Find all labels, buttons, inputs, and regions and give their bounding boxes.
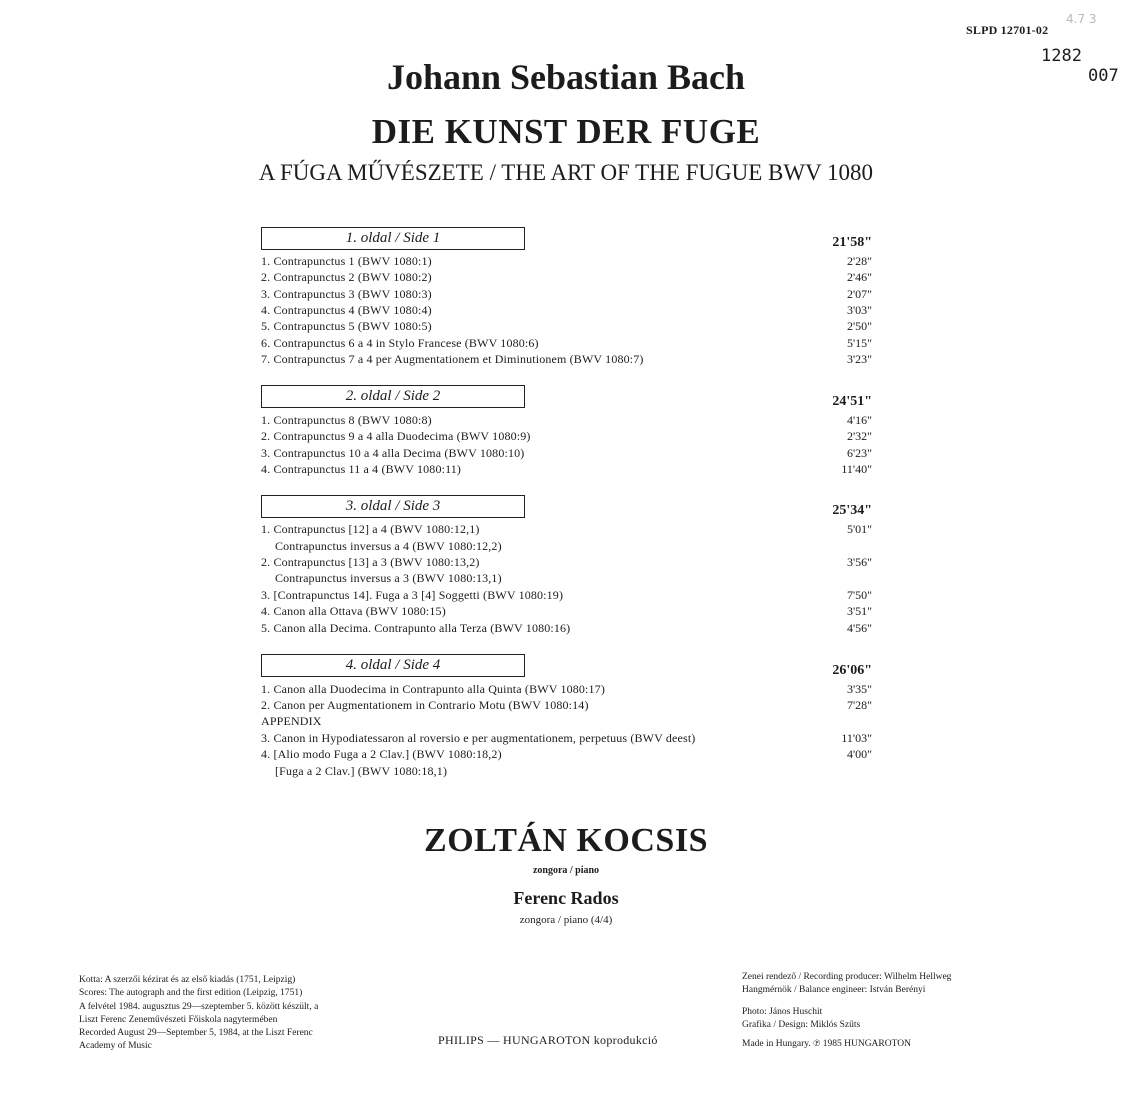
track-title: 3. Canon in Hypodiatessaron al roversio e per augmentationem, perpetuus (BWV deest): [261, 731, 696, 745]
catalog-number: SLPD 12701-02: [966, 23, 1049, 37]
track-duration: 6'23": [846, 446, 872, 460]
track-title: 3. Contrapunctus 3 (BWV 1080:3): [261, 287, 432, 301]
side-1-label: 1. oldal / Side 1: [261, 227, 525, 250]
track-duration: 2'07": [846, 287, 872, 301]
track-title: 4. Canon alla Ottava (BWV 1080:15): [261, 604, 446, 618]
appendix-heading: APPENDIX: [261, 714, 322, 728]
credit-line: Zenei rendező / Recording producer: Wilhelm Hellweg: [742, 972, 952, 982]
track-title: 6. Contrapunctus 6 a 4 in Stylo Francese (BWV 1080:6): [261, 336, 539, 350]
side-3-total: 25'34": [832, 503, 872, 518]
track-subtitle: [Fuga a 2 Clav.] (BWV 1080:18,1): [275, 764, 448, 778]
track-title: 1. Contrapunctus [12] a 4 (BWV 1080:12,1): [261, 522, 480, 536]
track-duration: 3'51": [846, 604, 872, 618]
track-duration: 3'56": [846, 555, 872, 569]
track-title: 2. Contrapunctus 2 (BWV 1080:2): [261, 270, 432, 284]
track-duration: 2'46": [846, 270, 872, 284]
credits-right: [742, 971, 951, 1051]
work-subtitle: A FÚGA MŰVÉSZETE / THE ART OF THE FUGUE BWV 1080: [258, 160, 874, 185]
track-duration: 7'28": [846, 698, 872, 712]
side-4-total: 26'06": [832, 663, 872, 678]
track-title: 2. Contrapunctus [13] a 3 (BWV 1080:13,2): [261, 555, 480, 569]
track-duration: 4'16": [846, 413, 872, 427]
track-duration: 4'56": [846, 621, 872, 635]
credit-line: Scores: The autograph and the first edition (Leipzig, 1751): [79, 988, 303, 999]
track-duration: 2'28": [846, 254, 872, 268]
credit-line: A felvétel 1984. augusztus 29—szeptember 5. között készült, a: [79, 1001, 319, 1012]
track-title: 2. Contrapunctus 9 a 4 alla Duodecima (BWV 1080:9): [261, 429, 531, 443]
track-title: 3. [Contrapunctus 14]. Fuga a 3 [4] Soggetti (BWV 1080:19): [261, 588, 564, 602]
track-title: 1. Canon alla Duodecima in Contrapunto alla Quinta (BWV 1080:17): [261, 682, 605, 696]
credit-spacer: [742, 998, 951, 1006]
side-1-total: 21'58": [832, 235, 872, 250]
track-duration: 3'23": [846, 352, 872, 366]
track-duration: 3'03": [846, 303, 872, 317]
credit-line: Liszt Ferenc Zeneművészeti Főiskola nagytermében: [79, 1014, 278, 1025]
credit-line: Academy of Music: [79, 1041, 152, 1052]
credit-line: Hangmérnök / Balance engineer: István Berényi: [742, 985, 926, 996]
track-subtitle: Contrapunctus inversus a 3 (BWV 1080:13,1): [275, 571, 502, 585]
credit-line: Kotta: A szerzői kézirat és az első kiadás (1751, Leipzig): [79, 975, 296, 985]
track-title: 5. Contrapunctus 5 (BWV 1080:5): [261, 319, 432, 333]
handwritten-code-1: 1282: [1041, 46, 1082, 66]
track-title: 4. [Alio modo Fuga a 2 Clav.] (BWV 1080:18,2): [261, 747, 502, 761]
track-duration: 5'15": [846, 336, 872, 350]
second-performer-name: Ferenc Rados: [513, 888, 619, 908]
coproduction-note: PHILIPS — HUNGAROTON koprodukció: [438, 1033, 658, 1047]
track-duration: 3'35": [846, 682, 872, 696]
performer-role: zongora / piano: [532, 865, 600, 876]
track-duration: 5'01": [846, 522, 872, 536]
handwritten-code-2: 007: [1088, 66, 1119, 86]
credits-left: [79, 974, 318, 1054]
composer-name: Johann Sebastian Bach: [386, 57, 746, 97]
track-duration: 11'40": [841, 462, 872, 476]
track-duration: 7'50": [846, 588, 872, 602]
second-performer-role: zongora / piano (4/4): [519, 914, 613, 926]
credit-line: Recorded August 29—September 5, 1984, at the Liszt Ferenc: [79, 1028, 313, 1039]
track-duration: 2'50": [846, 319, 872, 333]
performer-name: ZOLTÁN KOCSIS: [424, 822, 708, 859]
credit-line: Grafika / Design: Miklós Szűts: [742, 1019, 861, 1030]
track-title: 4. Contrapunctus 4 (BWV 1080:4): [261, 303, 432, 317]
track-title: 1. Contrapunctus 1 (BWV 1080:1): [261, 254, 432, 268]
side-3-label: 3. oldal / Side 3: [261, 495, 525, 518]
track-title: 5. Canon alla Decima. Contrapunto alla Terza (BWV 1080:16): [261, 621, 571, 635]
track-subtitle: Contrapunctus inversus a 4 (BWV 1080:12,2): [275, 539, 502, 553]
track-duration: 2'32": [846, 429, 872, 443]
side-4-label: 4. oldal / Side 4: [261, 654, 525, 677]
work-title: DIE KUNST DER FUGE: [371, 112, 761, 151]
credit-line: Made in Hungary. ℗ 1985 HUNGAROTON: [742, 1039, 911, 1050]
track-title: 3. Contrapunctus 10 a 4 alla Decima (BWV 1080:10): [261, 446, 525, 460]
track-title: 2. Canon per Augmentationem in Contrario Motu (BWV 1080:14): [261, 698, 589, 712]
track-duration: 11'03": [841, 731, 872, 745]
track-title: 4. Contrapunctus 11 a 4 (BWV 1080:11): [261, 462, 462, 476]
credit-line: Photo: János Huschit: [742, 1006, 823, 1017]
side-2-total: 24'51": [832, 394, 872, 409]
track-title: 7. Contrapunctus 7 a 4 per Augmentationem et Diminutionem (BWV 1080:7): [261, 352, 644, 366]
side-2-label: 2. oldal / Side 2: [261, 385, 525, 408]
handwritten-note: 4.7 3: [1066, 12, 1097, 26]
track-title: 1. Contrapunctus 8 (BWV 1080:8): [261, 413, 432, 427]
track-duration: 4'00": [846, 747, 872, 761]
